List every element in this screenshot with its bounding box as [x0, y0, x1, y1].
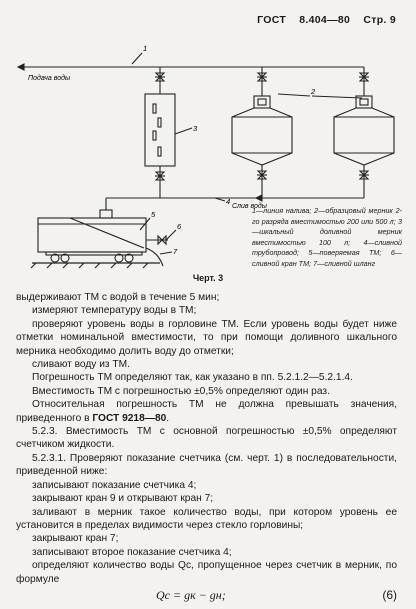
header-gost: ГОСТ: [257, 14, 287, 26]
text-span: .: [166, 412, 170, 424]
reference-measure-2b: [334, 96, 394, 165]
tank-under-test-5: [38, 210, 146, 262]
paragraph: 5.2.3.1. Проверяют показание счетчика (см. черт. 1) в последовательности, приведенной ниже:: [16, 452, 397, 478]
body-text: [16, 291, 397, 606]
paragraph: сливают воду из ТМ.: [32, 359, 130, 371]
text-span: Относительная погрешность ТМ не должна превышать значения, приведенного в: [16, 399, 397, 424]
callout-7: 7: [173, 247, 178, 256]
callout-1: 1: [143, 44, 148, 53]
paragraph: 5.2.3. Вместимость ТМ с основной погрешностью ±0,5% определяют счетчиком жидкости.: [16, 426, 397, 451]
paragraph: закрывают кран 9 и открывают кран 7;: [32, 493, 214, 505]
callout-6: 6: [177, 222, 182, 231]
paragraph: выдерживают ТМ с водой в течение 5 мин;: [16, 292, 220, 303]
formula: Qc = gк − gн;: [156, 587, 226, 602]
header-page: Стр. 9: [363, 14, 396, 26]
paragraph: Вместимость ТМ с погрешностью ±0,5% определяют один раз.: [32, 385, 330, 397]
standard-reference: ГОСТ 9218—80: [92, 412, 167, 424]
paragraph: определяют количество воды Qc, пропущенное через счетчик в мерник, по формуле: [16, 560, 397, 585]
paragraph: закрывают кран 7;: [32, 533, 119, 545]
supply-arrow: [18, 64, 24, 70]
figure-caption: Черт. 3: [192, 273, 224, 283]
callout-3: 3: [193, 124, 198, 133]
paragraph: записывают показание счетчика 4;: [32, 479, 197, 491]
graduated-measure-3: [145, 94, 175, 166]
paragraph: заливают в мерник такое количество воды, при котором уровень ее установится в пределах видимости через стекло горловины;: [16, 506, 397, 531]
callout-2: 2: [311, 87, 316, 96]
paragraph: [16, 398, 397, 425]
header-standard-number: 8.404—80: [299, 14, 351, 26]
callout-4: 4: [226, 197, 231, 206]
callout-5: 5: [151, 210, 156, 219]
reference-measure-2a: [232, 96, 292, 165]
paragraph: проверяют уровень воды в горловине ТМ. Если уровень воды будет ниже отметки номинальной вместимости, то при помощи доливного шкального мерника необходимо долить воду до отметки;: [16, 318, 397, 357]
paragraph: Погрешность ТМ определяют так, как указано в пп. 5.2.1.2—5.2.1.4.: [32, 372, 353, 384]
figure-legend: 1—линия налива; 2—образцовый мерник 2-го разряда вместимостью 200 или 500 л; 3—шкальный доливной мерник вместимостью 100 л; 4—сливной трубопровод; 5—поверяемая ТМ; 6—сливной кран ТМ; 7—сливной шланг: [252, 206, 402, 268]
paragraph: записывают второе показание счетчика 4;: [32, 546, 232, 558]
paragraph: измеряют температуру воды в ТМ;: [32, 305, 197, 317]
formula-row: [16, 588, 397, 606]
label-supply: Подача воды: [28, 75, 71, 82]
equation-number: (6): [382, 587, 397, 602]
label-drain: Слив воды: [232, 203, 267, 210]
